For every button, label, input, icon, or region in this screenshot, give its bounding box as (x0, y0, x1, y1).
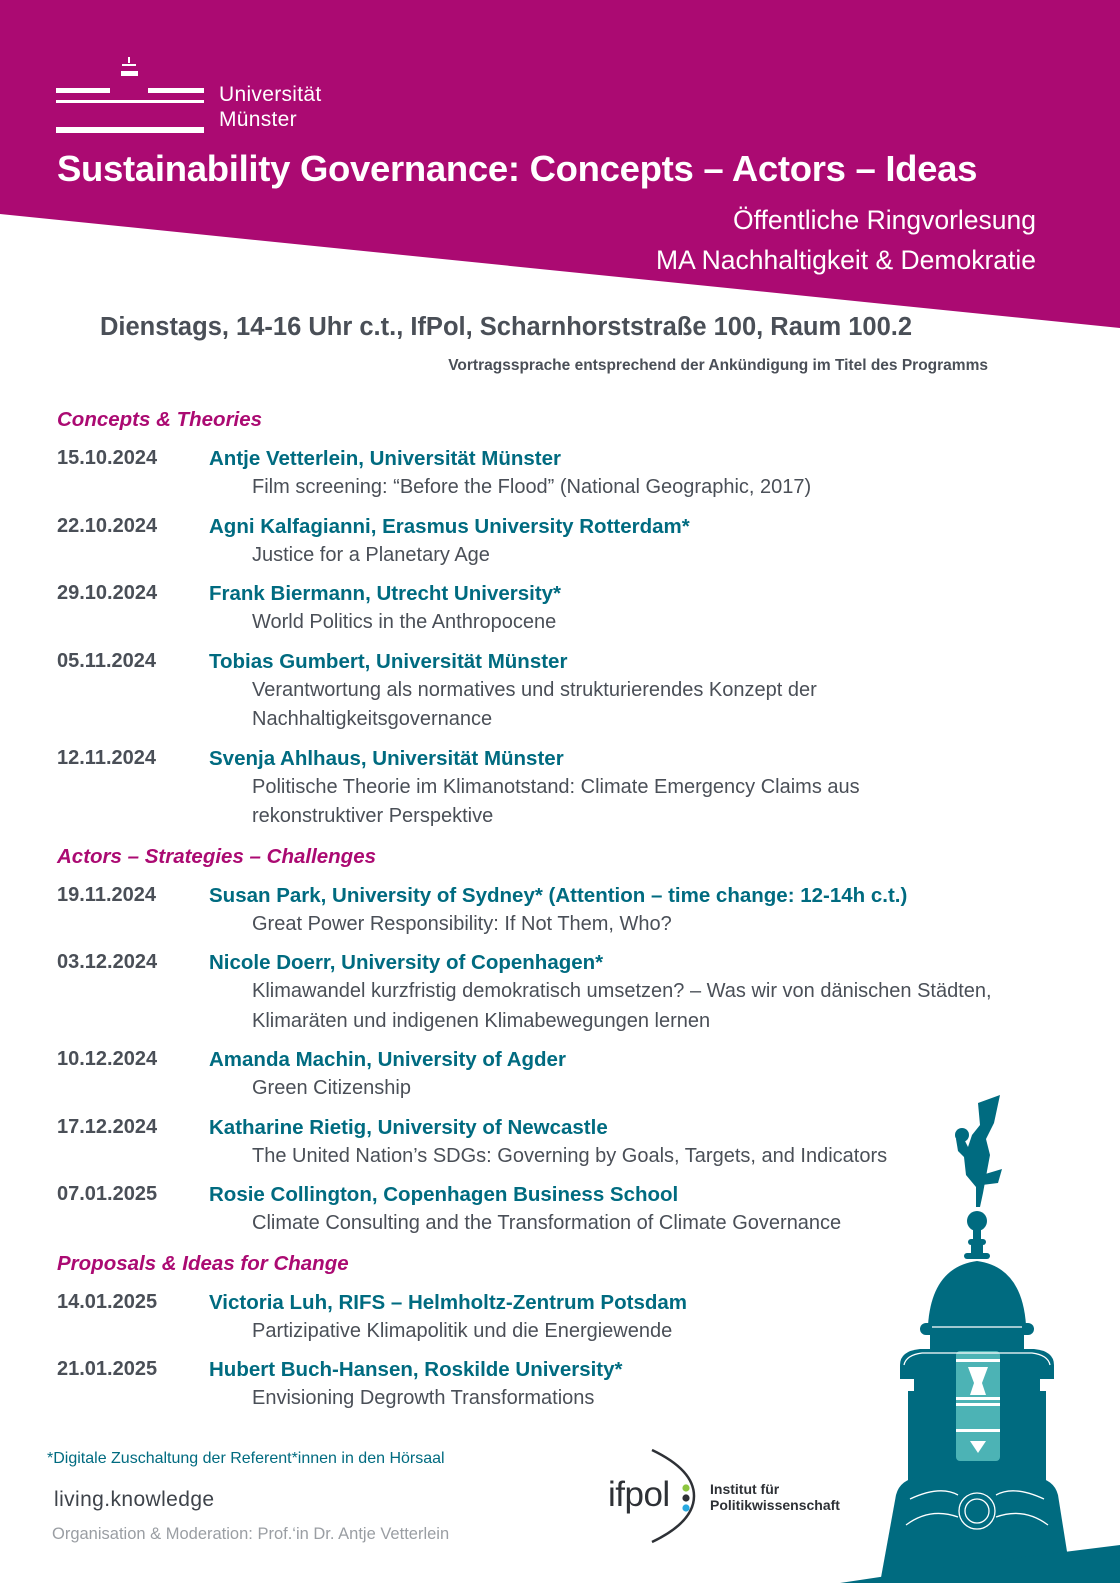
lecture-entry (57, 948, 1017, 1036)
lecture-title: The United Nation’s SDGs: Governing by Goals, Targets, and Indicators (252, 1144, 888, 1167)
ifpol-line-2: Politikwissenschaft (710, 1497, 840, 1513)
tower-illustration (840, 1095, 1120, 1583)
section-title: Actors – Strategies – Challenges (57, 844, 377, 868)
lecture-date: 07.01.2025 (57, 1183, 158, 1205)
lecture-title: Great Power Responsibility: If Not Them, Who? (252, 912, 672, 935)
lecture-entry (57, 444, 1017, 503)
lecture-title: Film screening: “Before the Flood” (National Geographic, 2017) (252, 476, 812, 498)
ifpol-wordmark: ifpol (608, 1475, 670, 1514)
subtitle-lecture-series: Öffentliche Ringvorlesung (733, 205, 1036, 235)
lecture-speaker: Agni Kalfagianni, Erasmus University Rotterdam* (209, 514, 690, 538)
lecture-speaker: Susan Park, University of Sydney* (Attention – time change: 12-14h c.t.) (209, 883, 908, 907)
section-entries (57, 444, 1017, 832)
lecture-title: Climate Consulting and the Transformation of Climate Governance (252, 1212, 842, 1234)
organisation-credit: Organisation & Moderation: Prof.‘in Dr. Antje Vetterlein (52, 1525, 450, 1543)
lecture-speaker: Rosie Collington, Copenhagen Business School (209, 1183, 679, 1206)
university-logo-text (219, 82, 322, 132)
lecture-entry (57, 744, 1017, 832)
logo-line-2: Münster (219, 108, 297, 131)
lecture-entry (57, 647, 1017, 735)
ifpol-line-1: Institut für (710, 1481, 780, 1497)
page-title: Sustainability Governance: Concepts – Actors – Ideas (57, 148, 978, 189)
lecture-date: 19.11.2024 (57, 883, 156, 906)
lecture-date: 03.12.2024 (57, 951, 158, 973)
lecture-speaker: Svenja Ahlhaus, Universität Münster (209, 746, 564, 770)
lecture-date: 10.12.2024 (57, 1048, 158, 1070)
subtitle-programme: MA Nachhaltigkeit & Demokratie (656, 245, 1036, 275)
lecture-speaker: Hubert Buch-Hansen, Roskilde University* (209, 1358, 623, 1381)
lecture-title: Partizipative Klimapolitik und die Energiewende (252, 1319, 673, 1342)
lecture-speaker: Amanda Machin, University of Agder (209, 1048, 566, 1071)
lecture-date: 29.10.2024 (57, 582, 158, 604)
living-knowledge-logo: living.knowledge (54, 1488, 215, 1511)
lecture-speaker: Antje Vetterlein, Universität Münster (209, 447, 562, 470)
lecture-title: Justice for a Planetary Age (252, 543, 490, 566)
lecture-speaker: Victoria Luh, RIFS – Helmholtz-Zentrum Potsdam (209, 1290, 688, 1314)
lecture-entry (57, 512, 1017, 571)
lecture-speaker: Katharine Rietig, University of Newcastle (209, 1115, 608, 1139)
lecture-title: World Politics in the Anthropocene (252, 611, 557, 633)
lecture-date: 12.11.2024 (57, 746, 156, 769)
language-note: Vortragssprache entsprechend der Ankündigung im Titel des Programms (448, 357, 988, 374)
section-title: Concepts & Theories (57, 408, 263, 431)
lecture-title: Green Citizenship (252, 1077, 411, 1099)
lecture-date: 05.11.2024 (57, 649, 156, 672)
lecture-speaker: Frank Biermann, Utrecht University* (209, 582, 562, 605)
logo-line-1: Universität (219, 83, 322, 106)
tower-icon (840, 1095, 1120, 1583)
university-logo-mark (56, 52, 216, 136)
lecture-date: 15.10.2024 (57, 447, 158, 469)
venue-schedule: Dienstags, 14-16 Uhr c.t., IfPol, Scharnhorststraße 100, Raum 100.2 (100, 313, 913, 341)
lecture-entry (57, 579, 1017, 638)
lecture-date: 21.01.2025 (57, 1358, 158, 1380)
header-banner (0, 0, 1120, 330)
lecture-title: Envisioning Degrowth Transformations (252, 1387, 595, 1409)
lecture-title: Klimawandel kurzfristig demokratisch umsetzen? – Was wir von dänischen Städten, Klimaräten und indigenen Klimabewegungen lernen (252, 980, 992, 1032)
ifpol-logo (600, 1446, 860, 1546)
lecture-title: Verantwortung als normatives und strukturierendes Konzept der Nachhaltigkeitsgovernance (252, 678, 817, 730)
section-title: Proposals & Ideas for Change (57, 1251, 349, 1275)
lecture-title: Politische Theorie im Klimanotstand: Climate Emergency Claims aus rekonstruktiver Perspektive (252, 775, 860, 827)
lecture-date: 14.01.2025 (57, 1290, 158, 1313)
university-logo (56, 52, 356, 136)
section-concepts-theories (57, 405, 1017, 832)
digital-participation-footnote: *Digitale Zuschaltung der Referent*innen in den Hörsaal (47, 1450, 445, 1467)
lecture-date: 17.12.2024 (57, 1115, 158, 1138)
ifpol-institute-name (710, 1481, 840, 1513)
lecture-speaker: Nicole Doerr, University of Copenhagen* (209, 951, 604, 974)
lecture-entry (57, 881, 1017, 940)
lecture-date: 22.10.2024 (57, 514, 158, 537)
lecture-speaker: Tobias Gumbert, Universität Münster (209, 649, 568, 673)
